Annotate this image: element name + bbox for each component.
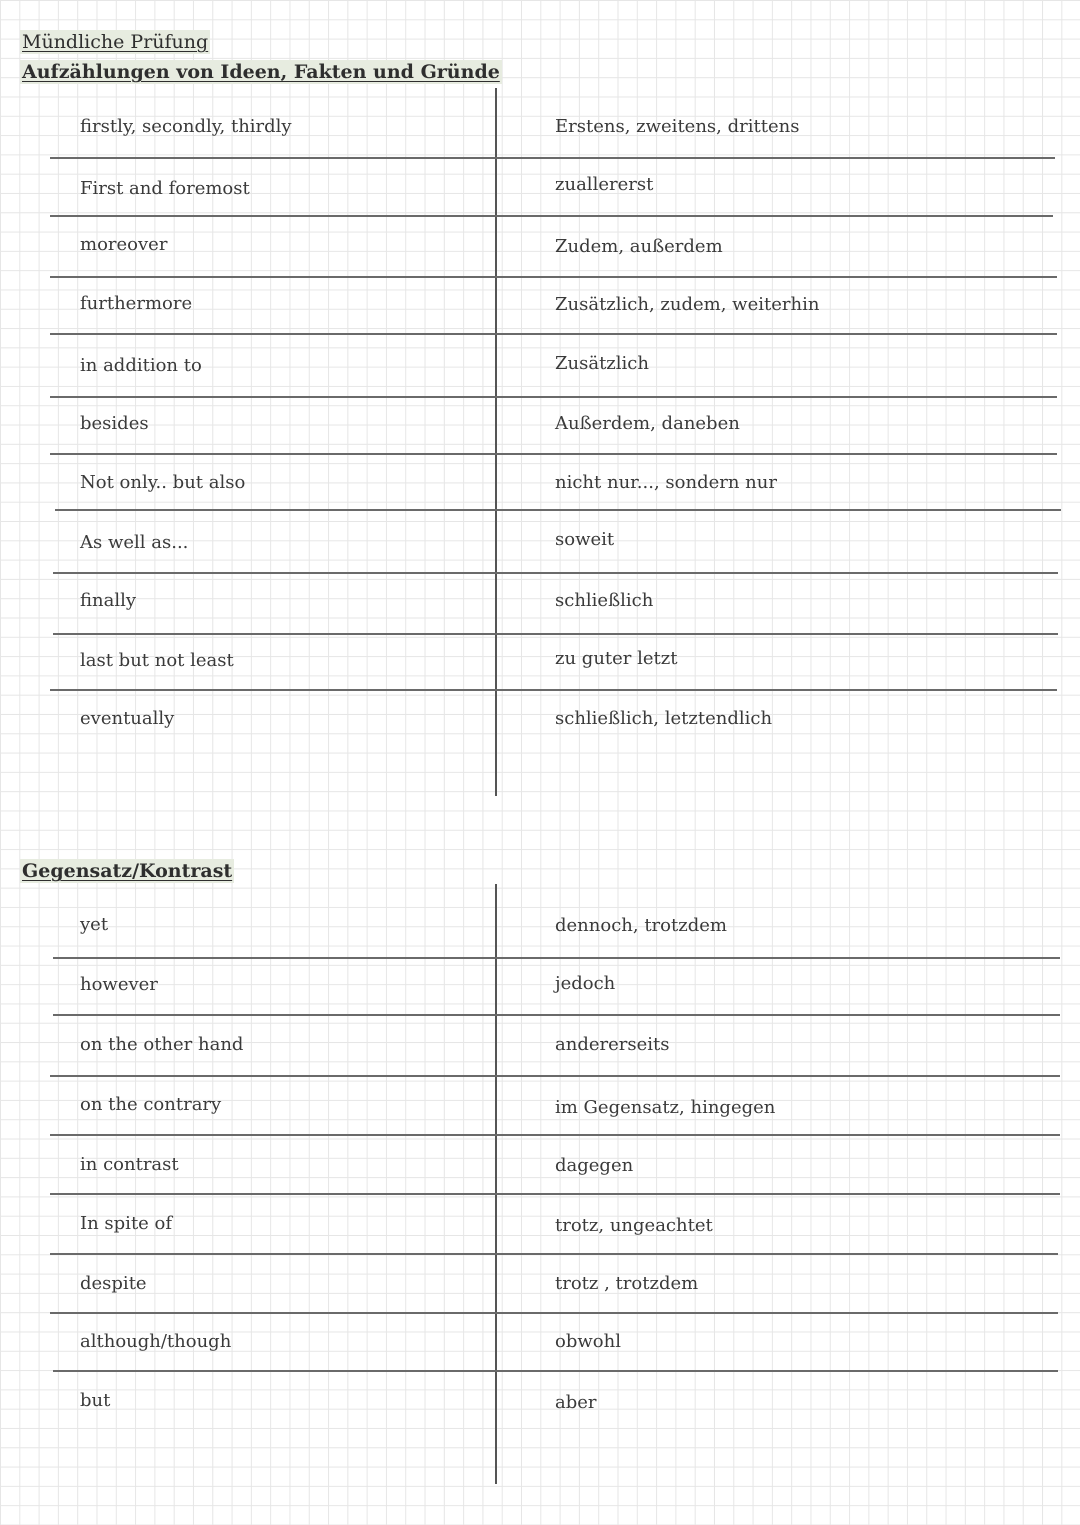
german-translation: andererseits <box>555 1034 670 1055</box>
german-translation: zu guter letzt <box>555 648 678 669</box>
german-translation: im Gegensatz, hingegen <box>555 1097 776 1118</box>
row-divider <box>53 1014 1060 1016</box>
german-translation: Erstens, zweitens, drittens <box>555 116 800 137</box>
german-translation: soweit <box>555 529 615 550</box>
row-divider <box>50 1312 1058 1314</box>
english-term: on the other hand <box>80 1034 244 1055</box>
english-term: in contrast <box>80 1154 179 1175</box>
row-divider <box>53 633 1058 635</box>
row-divider <box>50 157 1055 159</box>
english-term: but <box>80 1390 111 1411</box>
english-term: besides <box>80 413 149 434</box>
english-term: eventually <box>80 708 175 729</box>
german-translation: schließlich, letztendlich <box>555 708 773 729</box>
row-divider <box>50 1075 1060 1077</box>
german-translation: Zusätzlich, zudem, weiterhin <box>555 294 820 315</box>
row-divider <box>53 1370 1058 1372</box>
english-term: In spite of <box>80 1213 173 1234</box>
row-divider <box>50 1134 1060 1136</box>
german-translation: Zusätzlich <box>555 353 649 374</box>
german-translation: jedoch <box>555 973 616 994</box>
german-translation: Außerdem, daneben <box>555 413 740 434</box>
english-term: Not only.. but also <box>80 472 246 493</box>
german-translation: zuallererst <box>555 174 654 195</box>
row-divider <box>50 215 1053 217</box>
german-translation: nicht nur..., sondern nur <box>555 472 777 493</box>
row-divider <box>50 689 1057 691</box>
english-term: firstly, secondly, thirdly <box>80 116 292 137</box>
english-term: despite <box>80 1273 147 1294</box>
german-translation: Zudem, außerdem <box>555 236 723 257</box>
english-term: however <box>80 974 158 995</box>
page-title: Mündliche Prüfung <box>22 31 209 53</box>
english-term: on the contrary <box>80 1094 222 1115</box>
column-divider <box>495 884 497 1484</box>
german-translation: trotz , trotzdem <box>555 1273 699 1294</box>
german-translation: aber <box>555 1392 597 1413</box>
english-term: in addition to <box>80 355 202 376</box>
row-divider <box>50 1193 1060 1195</box>
english-term: moreover <box>80 234 168 255</box>
german-translation: dagegen <box>555 1155 634 1176</box>
row-divider <box>50 396 1057 398</box>
german-translation: obwohl <box>555 1331 621 1352</box>
row-divider <box>53 957 1060 959</box>
english-term: yet <box>80 914 109 935</box>
row-divider <box>50 276 1057 278</box>
row-divider <box>50 453 1057 455</box>
english-term: furthermore <box>80 293 193 314</box>
section-heading-contrast: Gegensatz/Kontrast <box>22 860 233 882</box>
german-translation: trotz, ungeachtet <box>555 1215 713 1236</box>
english-term: although/though <box>80 1331 232 1352</box>
row-divider <box>53 572 1058 574</box>
row-divider <box>50 333 1057 335</box>
german-translation: schließlich <box>555 590 654 611</box>
german-translation: dennoch, trotzdem <box>555 915 727 936</box>
section-heading-enumeration: Aufzählungen von Ideen, Fakten und Gründe <box>22 61 500 83</box>
english-term: finally <box>80 590 137 611</box>
english-term: last but not least <box>80 650 234 671</box>
english-term: As well as... <box>80 532 189 553</box>
row-divider <box>55 509 1061 511</box>
english-term: First and foremost <box>80 178 250 199</box>
row-divider <box>50 1253 1058 1255</box>
